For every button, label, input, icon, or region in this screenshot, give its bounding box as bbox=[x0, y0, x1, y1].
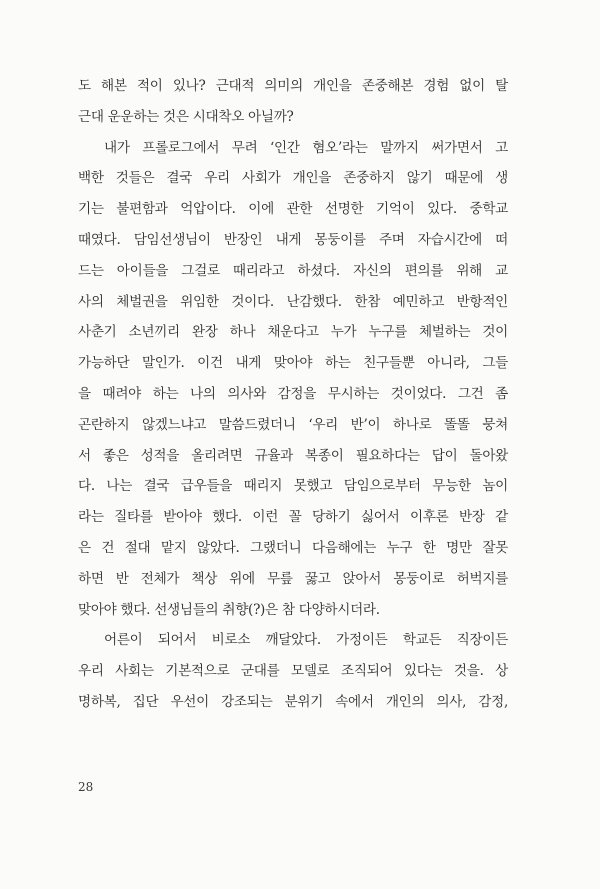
text-line: 때였다. 담임선생님이 반장인 내게 몽둥이를 주며 자습시간에 떠 bbox=[78, 231, 508, 248]
text-line: 명하복, 집단 우선이 강조되는 분위기 속에서 개인의 의사, 감정, bbox=[78, 693, 508, 710]
text-line: 사춘기 소년끼리 완장 하나 채운다고 누가 누구를 체벌하는 것이 bbox=[78, 324, 508, 341]
body-text bbox=[78, 71, 508, 718]
text-line: 은 건 절대 맡지 않았다. 그랬더니 다음해에는 누구 한 명만 잘못 bbox=[78, 539, 508, 556]
text-line: 라는 질타를 받아야 했다. 이런 꼴 당하기 싫어서 이후론 반장 같 bbox=[78, 509, 508, 526]
text-line: 가능하단 말인가. 이건 내게 맞아야 하는 친구들뿐 아니라, 그들 bbox=[78, 355, 508, 372]
text-line: 곤란하지 않겠느냐고 말씀드렸더니 ‘우리 반’이 하나로 똘똘 뭉쳐 bbox=[78, 416, 508, 433]
text-line: 서 좋은 성적을 올리려면 규율과 복종이 필요하다는 답이 돌아왔 bbox=[78, 447, 508, 464]
text-line: 사의 체벌권을 위임한 것이다. 난감했다. 한참 예민하고 반항적인 bbox=[78, 293, 508, 310]
text-line: 백한 것들은 결국 우리 사회가 개인을 존중하지 않기 때문에 생 bbox=[78, 170, 508, 187]
text-line: 도 해본 적이 있나? 근대적 의미의 개인을 존중해본 경험 없이 탈 bbox=[78, 78, 508, 94]
text-line: 을 때려야 하는 나의 의사와 감정을 무시하는 것이었다. 그건 좀 bbox=[78, 385, 508, 402]
text-line: 다. 나는 결국 급우들을 때리지 못했고 담임으로부터 무능한 놈이 bbox=[78, 478, 508, 495]
text-line: 드는 아이들을 그걸로 때리라고 하셨다. 자신의 편의를 위해 교 bbox=[78, 262, 508, 279]
text-line: 내가 프롤로그에서 무려 ‘인간 혐오’라는 말까지 써가면서 고 bbox=[104, 139, 508, 156]
text-line: 어른이 되어서 비로소 깨달았다. 가정이든 학교든 직장이든 bbox=[104, 632, 508, 649]
text-line: 하면 반 전체가 책상 위에 무릎 꿇고 앉아서 몽둥이로 허벅지를 bbox=[78, 570, 508, 587]
text-line: 우리 사회는 기본적으로 군대를 모델로 조직되어 있다는 것을. 상 bbox=[78, 663, 508, 680]
text-line: 기는 불편함과 억압이다. 이에 관한 선명한 기억이 있다. 중학교 bbox=[78, 201, 508, 218]
text-line: 맞아야 했다. 선생님들의 취향(?)은 참 다양하시더라. bbox=[78, 601, 380, 618]
text-line: 근대 운운하는 것은 시대착오 아닐까? bbox=[78, 108, 294, 125]
page-number: 28 bbox=[78, 780, 94, 794]
